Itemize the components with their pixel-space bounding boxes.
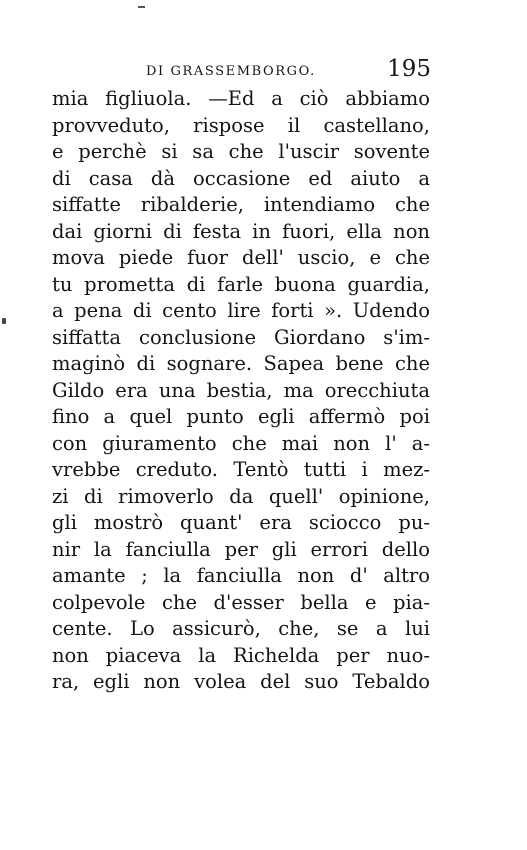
text-line: ra, egli non volea del suo Tebaldo [52, 670, 430, 693]
text-line: zi di rimoverlo da quell' opinione, [52, 484, 430, 508]
text-line: siffatte ribalderie, intendiamo che [52, 193, 430, 216]
text-line: colpevole che d'esser bella e pia- [52, 590, 430, 614]
text-line: mova piede fuor dell' uscio, e che [52, 246, 430, 269]
running-head-title: DI GRASSEMBORGO. [146, 64, 316, 79]
body-text [52, 86, 430, 696]
text-line: non piaceva la Richelda per nuo- [52, 643, 430, 667]
text-line: Gildo era una bestia, ma orecchiuta [52, 378, 430, 402]
text-line: e perchè si sa che l'uscir sovente [52, 140, 430, 163]
text-line: vrebbe creduto. Tentò tutti i mez- [52, 458, 430, 481]
text-line: mia figliuola. —Ed a ciò abbiamo [52, 87, 430, 110]
text-line: con giuramento che mai non l' a- [52, 431, 430, 455]
text-line: siffatta conclusione Giordano s'im- [52, 325, 430, 349]
text-line: a pena di cento lire forti ». Udendo [52, 299, 430, 322]
text-line: di casa dà occasione ed aiuto a [52, 166, 430, 190]
print-mark [138, 6, 145, 8]
running-head [146, 58, 431, 86]
page-number: 195 [387, 56, 431, 82]
text-line: cente. Lo assicurò, che, se a lui [52, 617, 430, 640]
margin-speck [2, 318, 6, 324]
text-line: nir la fanciulla per gli errori dello [52, 537, 430, 561]
text-line: fino a quel punto egli affermò poi [52, 405, 430, 428]
text-line: dai giorni di festa in fuori, ella non [52, 219, 430, 243]
text-line: amante ; la fanciulla non d' altro [52, 564, 430, 587]
text-line: maginò di sognare. Sapea bene che [52, 352, 430, 375]
text-line: provveduto, rispose il castellano, [52, 113, 430, 137]
text-line: gli mostrò quant' era sciocco pu- [52, 511, 430, 534]
text-line: tu prometta di farle buona guardia, [52, 272, 430, 296]
